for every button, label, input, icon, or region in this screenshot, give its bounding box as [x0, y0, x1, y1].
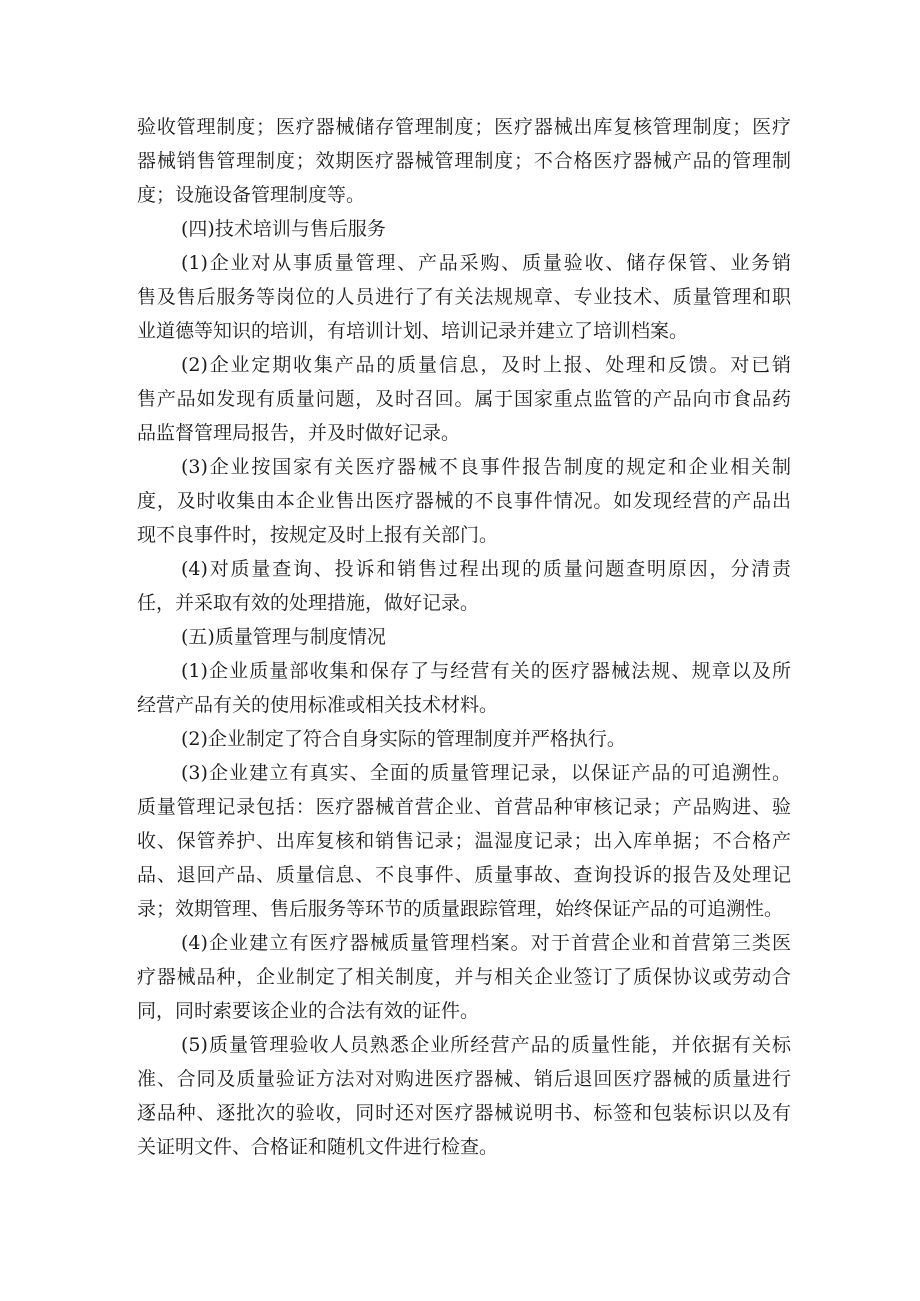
- text-line: 业道德等知识的培训，有培训计划、培训记录并建立了培训档案。: [137, 320, 689, 342]
- text-line: (3)企业建立有真实、全面的质量管理记录，以保证产品的可追溯性。: [181, 762, 791, 784]
- text-line: 任，并采取有效的处理措施，做好记录。: [137, 592, 480, 614]
- text-line: 品监督管理局报告，并及时做好记录。: [137, 422, 461, 444]
- text-line: (1)企业质量部收集和保存了与经营有关的医疗器械法规、规章以及所: [181, 660, 791, 682]
- text-line: 品、退回产品、质量信息、不良事件、质量事故、查询投诉的报告及处理记: [137, 864, 791, 886]
- text-line: (五)质量管理与制度情况: [181, 626, 386, 648]
- text-line: 现不良事件时，按规定及时上报有关部门。: [137, 524, 499, 546]
- text-line: 准、合同及质量验证方法对对购进医疗器械、销后退回医疗器械的质量进行: [137, 1068, 791, 1090]
- document-body: [137, 110, 791, 1164]
- text-line: 同，同时索要该企业的合法有效的证件。: [137, 1000, 480, 1022]
- text-line: 疗器械品种，企业制定了相关制度，并与相关企业签订了质保协议或劳动合: [137, 966, 791, 988]
- text-line: 经营产品有关的使用标准或相关技术材料。: [137, 694, 499, 716]
- text-line: (2)企业定期收集产品的质量信息，及时上报、处理和反馈。对已销: [181, 354, 791, 376]
- text-line: 度，及时收集由本企业售出医疗器械的不良事件情况。如发现经营的产品出: [137, 490, 791, 512]
- text-line: (5)质量管理验收人员熟悉企业所经营产品的质量性能，并依据有关标: [181, 1034, 791, 1056]
- text-line: 售及售后服务等岗位的人员进行了有关法规规章、专业技术、质量管理和职: [137, 286, 791, 308]
- text-line: 录；效期管理、售后服务等环节的质量跟踪管理，始终保证产品的可追溯性。: [137, 898, 784, 920]
- text-line: 验收管理制度；医疗器械储存管理制度；医疗器械出库复核管理制度；医疗: [137, 116, 791, 138]
- text-line: (4)对质量查询、投诉和销售过程出现的质量问题查明原因，分清责: [181, 558, 791, 580]
- text-line: (3)企业按国家有关医疗器械不良事件报告制度的规定和企业相关制: [181, 456, 791, 478]
- text-line: (四)技术培训与售后服务: [181, 218, 386, 240]
- text-line: (2)企业制定了符合自身实际的管理制度并严格执行。: [181, 728, 626, 750]
- text-line: 收、保管养护、出库复核和销售记录；温湿度记录；出入库单据；不合格产: [137, 830, 791, 852]
- text-line: (4)企业建立有医疗器械质量管理档案。对于首营企业和首营第三类医: [181, 932, 791, 954]
- text-line: 器械销售管理制度；效期医疗器械管理制度；不合格医疗器械产品的管理制: [137, 150, 791, 172]
- text-line: (1)企业对从事质量管理、产品采购、质量验收、储存保管、业务销: [181, 252, 791, 274]
- text-line: 逐品种、逐批次的验收，同时还对医疗器械说明书、标签和包装标识以及有: [137, 1102, 791, 1124]
- text-line: 质量管理记录包括：医疗器械首营企业、首营品种审核记录；产品购进、验: [137, 796, 791, 818]
- text-line: 售产品如发现有质量问题，及时召回。属于国家重点监管的产品向市食品药: [137, 388, 791, 410]
- text-line: 度；设施设备管理制度等。: [137, 184, 366, 206]
- text-line: 关证明文件、合格证和随机文件进行检查。: [137, 1136, 499, 1158]
